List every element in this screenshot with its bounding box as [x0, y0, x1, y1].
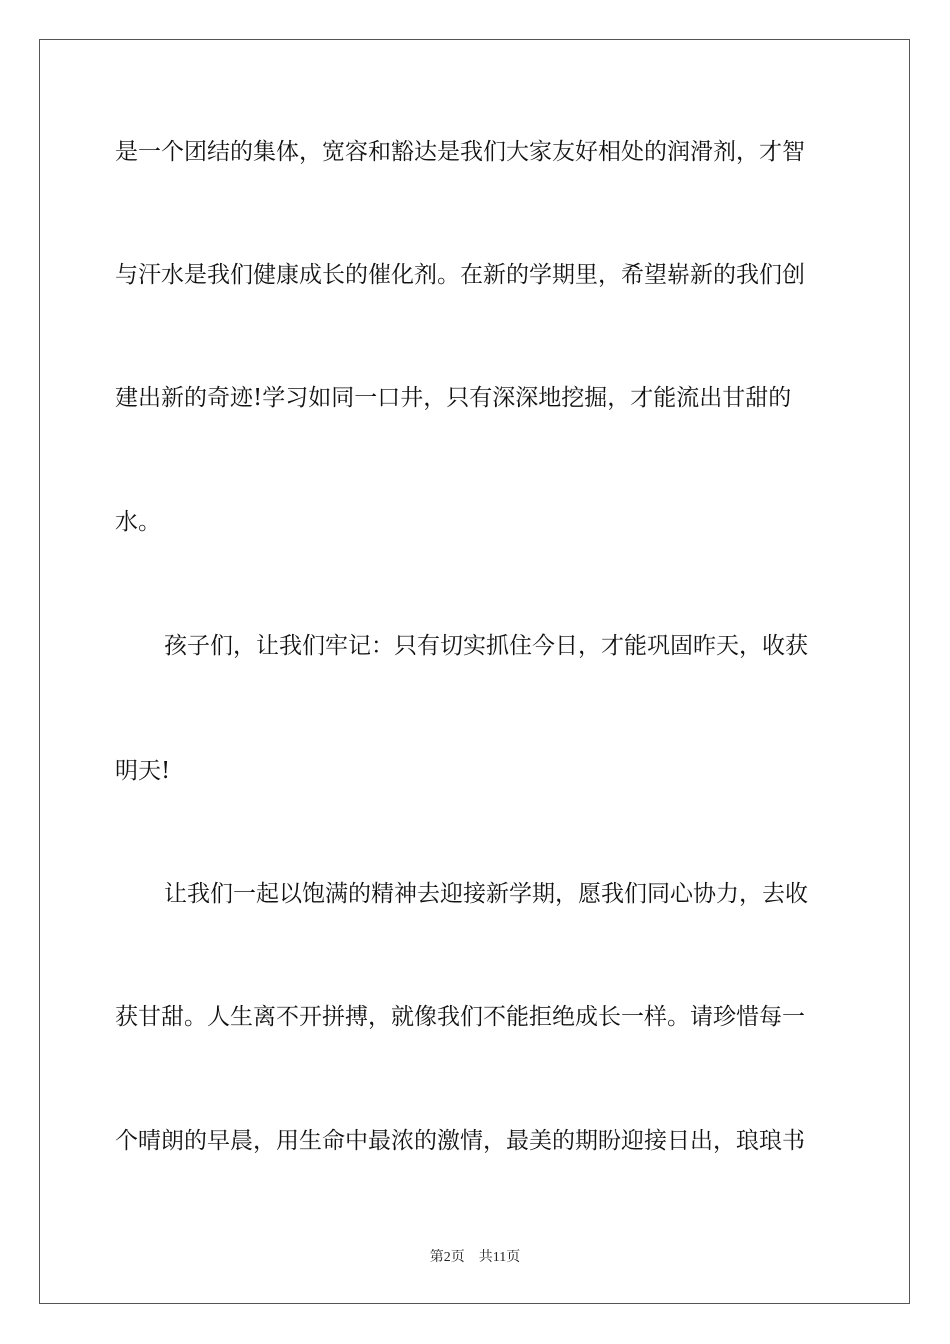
body-text-line: 明天! — [115, 758, 171, 784]
body-text-line: 是一个团结的集体，宽容和豁达是我们大家友好相处的润滑剂，才智 — [115, 139, 805, 165]
page-border — [39, 39, 910, 1304]
page-total: 共11页 — [478, 1250, 521, 1265]
page-number: 第2页 — [429, 1250, 465, 1265]
paragraph-start-line: 让我们一起以饱满的精神去迎接新学期，愿我们同心协力，去收 — [164, 881, 808, 907]
body-text-line: 与汗水是我们健康成长的催化剂。在新的学期里，希望崭新的我们创 — [115, 262, 805, 288]
page-footer — [0, 1246, 950, 1266]
body-text-line: 个晴朗的早晨，用生命中最浓的激情，最美的期盼迎接日出，琅琅书 — [115, 1128, 805, 1154]
body-text-line: 水。 — [115, 509, 161, 535]
paragraph-start-line: 孩子们，让我们牢记：只有切实抓住今日，才能巩固昨天，收获 — [164, 633, 808, 659]
body-text-line: 建出新的奇迹!学习如同一口井，只有深深地挖掘，才能流出甘甜的 — [115, 385, 792, 411]
body-text-line: 获甘甜。人生离不开拼搏，就像我们不能拒绝成长一样。请珍惜每一 — [115, 1004, 805, 1030]
